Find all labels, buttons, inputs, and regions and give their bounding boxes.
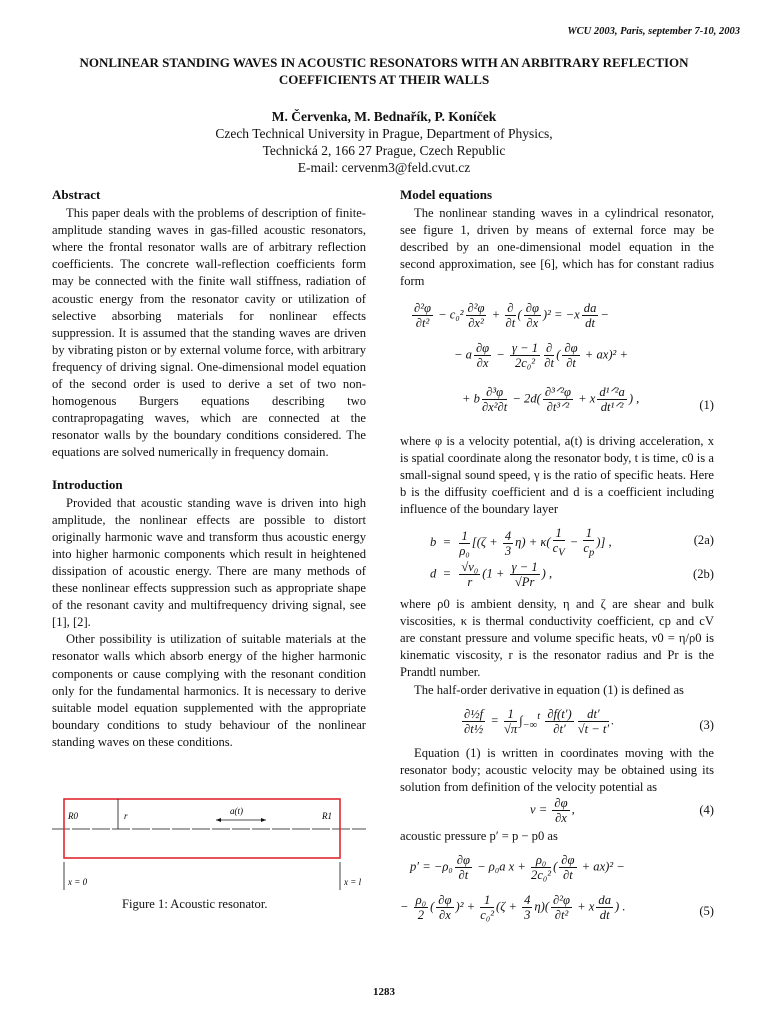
eq2b-number: (2b) xyxy=(693,567,714,582)
conference-header: WCU 2003, Paris, september 7-10, 2003 xyxy=(567,26,740,37)
resonator-box xyxy=(64,799,340,858)
page-number: 1283 xyxy=(373,986,395,998)
model-paragraph-3: where ρ0 is ambient density, η and ζ are shear and bulk viscosities, κ is thermal conductivity coefficient, cp and cV are constant pressure and volume specific heats, ν0 = η/ρ0 is kinematic viscosity, r is the resonator radius and Pr is the Prandtl number. xyxy=(400,597,714,680)
label-at: a(t) xyxy=(230,806,243,816)
model-paragraph-6: acoustic pressure p′ = p − p0 as xyxy=(400,828,558,843)
left-column xyxy=(52,186,366,751)
label-R0: R0 xyxy=(68,811,78,821)
introduction-heading: Introduction xyxy=(52,476,123,492)
author-block xyxy=(60,108,708,176)
introduction-paragraph-1: Provided that acoustic standing wave is driven into high amplitude, the nonlinear effects are possible to distort originally harmonic wave and transform thus acoustic energy into higher harmonic components which result in heightened dissipation of acoustic energy. There are many methods of these nonlinear effects suppression such as appropriate shape of the resonant cavity and multifrequency driving signal, see [1], [2]. xyxy=(52,495,366,630)
abstract-heading: Abstract xyxy=(52,187,101,202)
arrow-right-head xyxy=(261,818,266,822)
equation-2b: d = $\frac{\text{√ν₀}}{r}$ (1 + $\frac{\gamma - 1}{√Pr}$ ) , (2b) xyxy=(430,560,714,590)
affiliation: Czech Technical University in Prague, Department of Physics, xyxy=(215,126,553,141)
introduction-paragraph-2: Other possibility is utilization of suitable materials at the resonator walls which absorb energy of the higher harmonic components or cause complying with the resonant condition only for the fundamental harmonics. It is necessary to derive suitable model equation supplemented with the appropriate boundary conditions to study behaviour of the nonlinear standing waves on these conditions. xyxy=(52,632,366,749)
model-paragraph-5: Equation (1) is written in coordinates moving with the resonator body; acoustic velocity may be obtained using its solution from definition of the velocity potential as xyxy=(400,745,714,794)
email: E-mail: cervenm3@feld.cvut.cz xyxy=(297,160,471,175)
eq5-number: (5) xyxy=(699,903,714,918)
figure-caption: Figure 1: Acoustic resonator. xyxy=(122,897,268,911)
paper-title: NONLINEAR STANDING WAVES IN ACOUSTIC RESONATORS WITH AN ARBITRARY REFLECTION COEFFICIENTS AT THEIR WALLS xyxy=(79,55,689,87)
label-r: r xyxy=(124,811,128,821)
eq3-number: (3) xyxy=(699,717,714,732)
author-names: M. Červenka, M. Bednařík, P. Koníček xyxy=(271,109,497,124)
abstract-text: This paper deals with the problems of description of finite-amplitude standing waves in gas-filled acoustic resonators, where the frontal resonator walls are of arbitrary reflection coefficients. The concrete wall-reflection coefficients form may be connected with the finite wall stiffness, radiation of acoustic energy from the resonator cavity or utilization of selective absorbing materials for nonlinear effects suppression. It is assumed that the standing waves are driven by vibrating piston or by external volume force, with arbitrary frequency of driving signal. One-dimensional model equation of the second order is used to derive a set of two non-homogenous Burgers equations describing two contrapropagating waves, which are connected at the resonator walls by the boundary conditions considered. The equations are solved numerically in frequency domain. xyxy=(52,206,366,460)
resonator-figure xyxy=(52,792,366,896)
equation-3: $\frac{\text{∂½f}}{\text{∂t½}}$ = $\frac{1}{√\pi}$ $\int_{-\infty}^t$ $\frac{\partial f(t')}{\partial t'}$ $\frac{dt'}{√t - t'}$ . (3) xyxy=(464,706,714,736)
model-heading: Model equations xyxy=(400,187,493,202)
label-R1: R1 xyxy=(322,811,332,821)
arrow-left-head xyxy=(216,818,221,822)
model-paragraph-1: The nonlinear standing waves in a cylindrical resonator, see figure 1, driven by means of external force may be described by an one-dimensional model equation in the second approximation, see [6], which has for constant radius form xyxy=(400,206,714,289)
eq2a-number: (2a) xyxy=(693,533,714,548)
label-x0: x = 0 xyxy=(68,877,88,887)
right-column xyxy=(400,186,714,931)
model-paragraph-2: where φ is a velocity potential, a(t) is driving acceleration, x is spatial coordinate along the resonator body, t is time, c0 is a small-signal sound speed, γ is the ratio of specific heats. Here b is the diffusity coefficient and d is a coefficient including influence of the boundary layer xyxy=(400,433,714,516)
eq4-number: (4) xyxy=(699,802,714,817)
equation-5: p′ = −ρ₀ $\frac{\partial\varphi}{\partial t}$ − ρ₀a x + $\frac{\text{ρ₀}}{\text{2c₀²}}$ ( $\frac{\partial\varphi}{\partial t}$ + ax)² − − $\frac{\text{ρ₀}}{2}$ ( $\frac{\partial\varphi}{\partial x}$ )² + $\frac{1}{\text{c₀²}}$ (ζ + $\frac{4}{3}$ η)( $\frac{\text{∂²φ}}{\text{∂t²}}$ + x $\frac{da}{dt}$ ) . (5) xyxy=(400,852,714,922)
equation-1: $\frac{\text{∂²φ}}{\text{∂t²}}$ − c₀² $\frac{\text{∂²φ}}{\text{∂x²}}$ + $\frac{\partial}{\partial t}$ ( $\frac{\partial\varphi}{\partial x}$ )² = −x $\frac{da}{dt}$ − − a $\frac{\partial\varphi}{\partial x}$ − $\frac{\gamma - 1}{\text{2c₀²}}$ $\frac{\partial}{\partial t}$ ( $\frac{\partial\varphi}{\partial t}$ + ax)² + + b $\frac{\text{∂³φ}}{\text{∂x²∂t}}$ − 2d( $\frac{\text{∂³ᐟ²φ}}{\text{∂t³ᐟ²}}$ + x $\frac{\text{d¹ᐟ²a}}{\text{dt¹ᐟ²}}$ ) , (1) xyxy=(414,300,714,414)
model-paragraph-4: The half-order derivative in equation (1) is defined as xyxy=(414,682,684,697)
address: Technická 2, 166 27 Prague, Czech Republic xyxy=(262,143,506,158)
equation-4: v = $\frac{\partial\varphi}{\partial x}$ , (4) xyxy=(530,795,714,825)
eq1-number: (1) xyxy=(699,397,714,412)
equation-2a: b = $\frac{1}{\text{ρ₀}}$ [(ζ + $\frac{4}{3}$ η) + κ( $\frac{1}{c_V}$ − $\frac{1}{c_p}$ )] , (2a) xyxy=(430,526,714,559)
label-xl: x = l xyxy=(344,877,362,887)
